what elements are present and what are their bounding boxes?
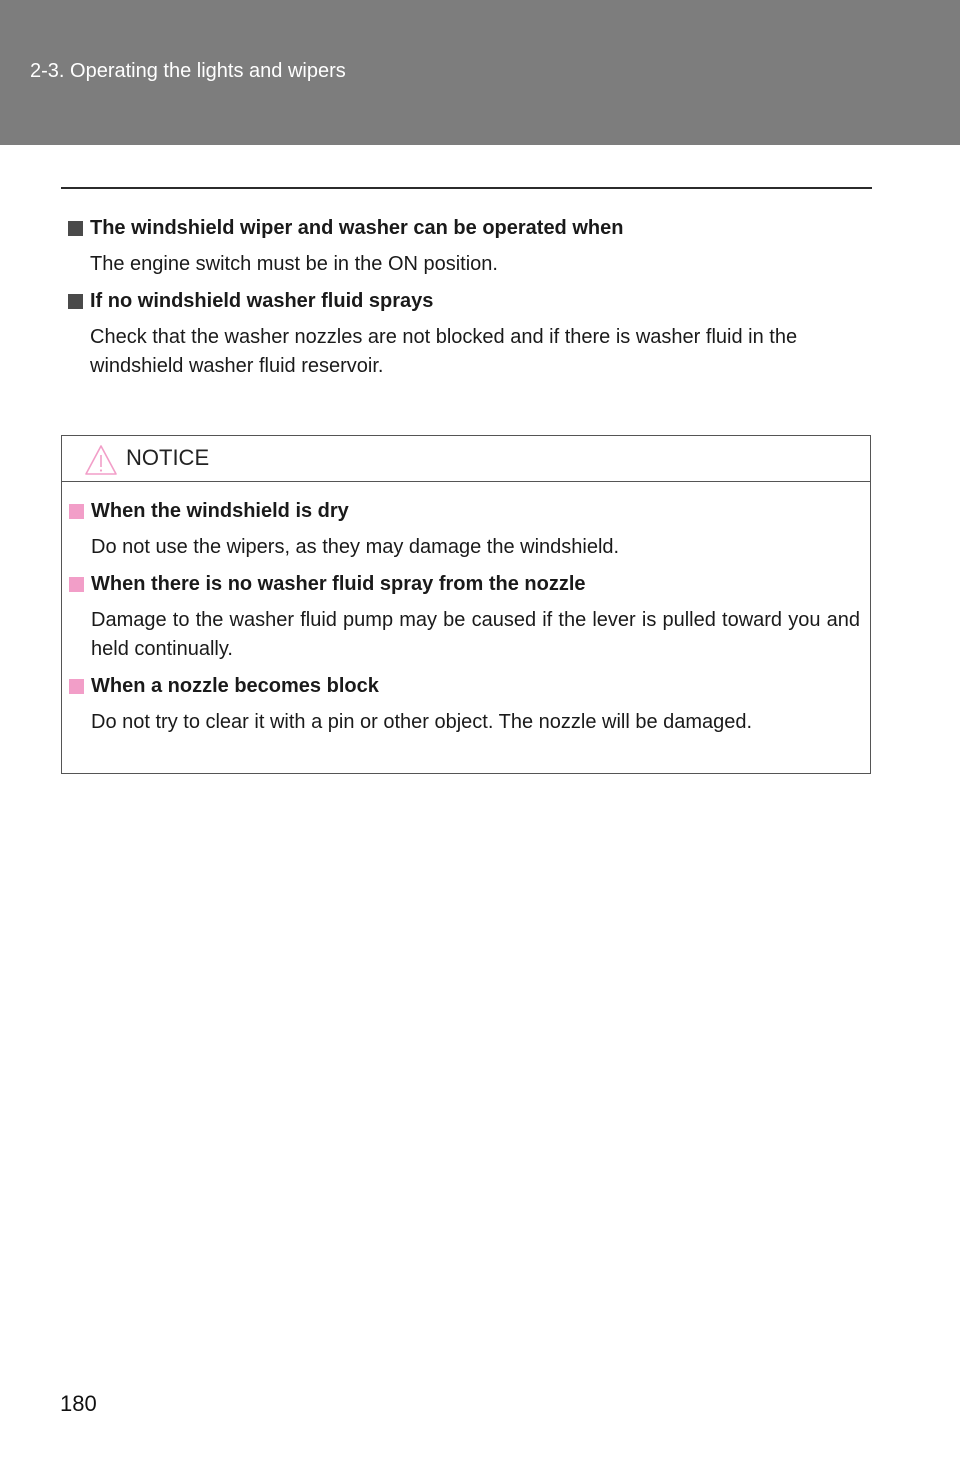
notice-item-heading: When a nozzle becomes block (91, 675, 379, 697)
info-item (61, 288, 872, 381)
notice-item-heading: When there is no washer fluid spray from the nozzle (91, 573, 586, 595)
info-item-heading: The windshield wiper and washer can be operated when (90, 217, 624, 239)
section-title: 2-3. Operating the lights and wipers (30, 60, 346, 82)
notice-item (62, 498, 870, 562)
info-item-body: Check that the washer nozzles are not blocked and if there is washer fluid in the windshield washer fluid reservoir. (90, 326, 798, 377)
notice-item-body: Do not try to clear it with a pin or other object. The nozzle will be damaged. (91, 711, 753, 733)
square-bullet-icon (68, 294, 83, 309)
notice-item-body: Damage to the washer fluid pump may be caused if the lever is pulled toward you and held continually. (91, 609, 860, 660)
top-divider (61, 187, 872, 189)
notice-item (62, 571, 870, 664)
notice-header (62, 436, 870, 482)
notice-label: NOTICE (126, 445, 210, 470)
info-section (61, 215, 872, 390)
square-bullet-icon (69, 504, 84, 519)
info-item (61, 215, 872, 279)
square-bullet-icon (69, 577, 84, 592)
notice-item-body: Do not use the wipers, as they may damage the windshield. (91, 536, 620, 558)
info-item-heading: If no windshield washer fluid sprays (90, 290, 434, 312)
info-item-body: The engine switch must be in the ON position. (90, 253, 498, 275)
square-bullet-icon (69, 679, 84, 694)
warning-triangle-icon (84, 444, 118, 476)
square-bullet-icon (68, 221, 83, 236)
header-band (0, 0, 960, 145)
page-number: 180 (60, 1391, 97, 1416)
notice-content (62, 498, 870, 746)
notice-box (61, 435, 871, 774)
notice-item (62, 673, 870, 737)
notice-item-heading: When the windshield is dry (91, 500, 349, 522)
